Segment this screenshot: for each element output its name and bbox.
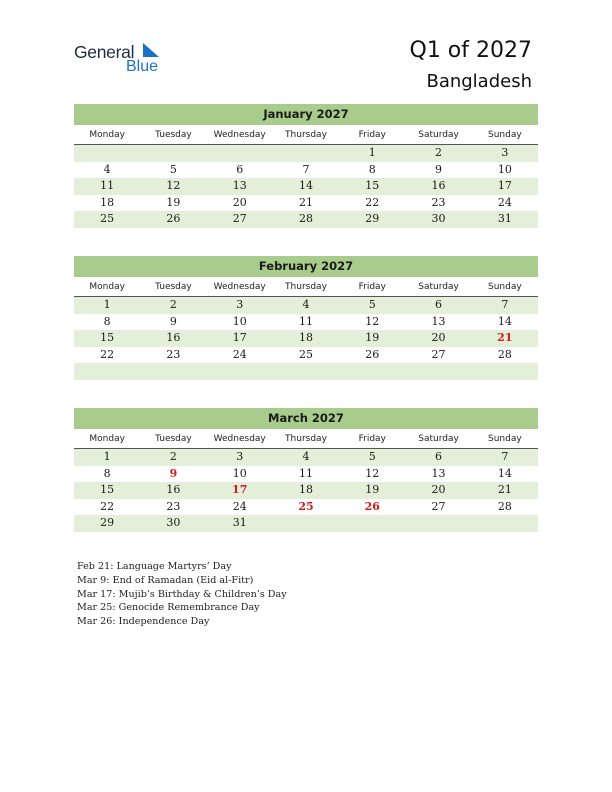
date-cell — [339, 515, 405, 532]
date-cell: 8 — [103, 466, 111, 480]
week-row — [74, 466, 538, 483]
weekday-label: Friday — [358, 130, 386, 140]
weekday-label: Wednesday — [213, 282, 266, 292]
date-cell: 18 — [100, 195, 115, 209]
date-cell: 26 — [365, 347, 380, 361]
date-cell: 24 — [232, 347, 247, 361]
weekday-label: Sunday — [487, 130, 522, 140]
date-cell: 31 — [497, 212, 512, 225]
holiday-note: Mar 25: Genocide Remembrance Day — [77, 602, 260, 614]
date-cell: 12 — [166, 179, 181, 192]
date-cell: 17 — [497, 179, 512, 192]
week-row — [74, 195, 538, 212]
week-row — [74, 499, 538, 516]
date-cell — [207, 363, 273, 380]
weekday-header-row — [74, 277, 538, 297]
weekday-label: Saturday — [418, 282, 459, 292]
date-cell: 5 — [368, 450, 376, 463]
date-cell: 28 — [497, 347, 512, 361]
date-cell: 20 — [232, 195, 247, 209]
week-row — [74, 330, 538, 347]
date-cell: 13 — [431, 314, 446, 328]
date-cell: 28 — [497, 499, 512, 513]
month-calendar-february — [74, 256, 538, 380]
date-cell: 10 — [497, 162, 512, 176]
date-cell: 30 — [431, 212, 446, 225]
week-row — [74, 449, 538, 466]
date-cell: 17 — [232, 331, 247, 344]
date-cell — [74, 145, 140, 162]
date-cell: 23 — [166, 499, 181, 513]
page-title: Q1 of 2027 — [409, 38, 532, 63]
date-cell — [273, 145, 339, 162]
date-cell: 19 — [166, 195, 181, 209]
date-cell — [405, 515, 471, 532]
date-cell: 13 — [431, 466, 446, 480]
date-cell: 24 — [232, 499, 247, 513]
date-cell: 12 — [365, 466, 380, 480]
logo-word-blue: Blue — [126, 58, 159, 75]
date-cell: 5 — [169, 162, 177, 176]
date-cell: 14 — [497, 314, 512, 328]
week-row — [74, 515, 538, 532]
date-cell: 2 — [435, 146, 443, 159]
date-cell: 16 — [431, 179, 446, 192]
date-cell — [405, 363, 471, 380]
date-cell: 8 — [368, 162, 376, 176]
date-cell: 4 — [302, 450, 310, 463]
weekday-label: Tuesday — [155, 282, 192, 292]
date-cell: 20 — [431, 331, 446, 344]
date-cell: 23 — [166, 347, 181, 361]
date-cell: 5 — [368, 298, 376, 311]
date-cell: 16 — [166, 331, 181, 344]
date-cell: 9 — [169, 314, 177, 328]
date-cell: 24 — [497, 195, 512, 209]
date-cell: 29 — [100, 516, 115, 529]
holiday-note: Feb 21: Language Martyrs’ Day — [77, 561, 232, 572]
date-cell — [207, 145, 273, 162]
date-cell: 6 — [236, 162, 244, 176]
date-cell: 18 — [298, 331, 313, 344]
date-cell: 11 — [100, 179, 115, 192]
date-cell: 27 — [431, 499, 446, 513]
week-row — [74, 162, 538, 179]
weekday-label: Sunday — [487, 434, 522, 444]
weekday-label: Thursday — [285, 282, 327, 292]
date-cell: 15 — [100, 483, 115, 496]
holiday-date-cell: 21 — [497, 331, 513, 344]
date-cell: 3 — [501, 146, 509, 159]
weekday-label: Tuesday — [155, 434, 192, 444]
weekday-label: Wednesday — [213, 130, 266, 140]
date-cell: 22 — [100, 347, 115, 361]
date-cell: 23 — [431, 195, 446, 209]
holiday-date-cell: 17 — [232, 483, 248, 496]
date-cell: 26 — [166, 212, 181, 225]
date-cell: 29 — [365, 212, 380, 225]
date-cell — [140, 363, 206, 380]
date-cell: 31 — [232, 516, 247, 529]
weekday-label: Thursday — [285, 434, 327, 444]
holiday-date-cell: 26 — [364, 499, 380, 513]
date-cell: 7 — [501, 450, 509, 463]
country-name: Bangladesh — [426, 71, 532, 92]
date-cell: 11 — [298, 314, 313, 328]
date-cell — [273, 363, 339, 380]
week-row — [74, 211, 538, 228]
date-cell: 15 — [100, 331, 115, 344]
week-row — [74, 145, 538, 162]
date-cell: 25 — [100, 212, 115, 225]
date-cell: 6 — [435, 450, 443, 463]
date-cell: 19 — [365, 331, 380, 344]
holiday-note: Mar 17: Mujib’s Birthday & Children’s Day — [77, 588, 287, 600]
date-cell: 7 — [501, 298, 509, 311]
weekday-label: Saturday — [418, 130, 459, 140]
date-cell: 2 — [169, 450, 177, 463]
weekday-label: Friday — [358, 434, 386, 444]
date-cell: 15 — [365, 179, 380, 192]
holiday-note: Mar 9: End of Ramadan (Eid al-Fitr) — [77, 574, 254, 586]
generalblue-logo — [74, 42, 184, 82]
date-cell: 20 — [431, 483, 446, 496]
date-cell: 14 — [497, 466, 512, 480]
date-cell: 3 — [236, 450, 244, 463]
month-title: February 2027 — [74, 256, 538, 277]
date-cell: 27 — [431, 347, 446, 361]
date-cell: 4 — [103, 162, 111, 176]
date-cell — [74, 363, 140, 380]
weekday-header-row — [74, 125, 538, 145]
weekday-label: Monday — [89, 282, 125, 292]
month-calendar-march — [74, 408, 538, 532]
date-cell: 25 — [298, 347, 313, 361]
date-cell: 9 — [435, 162, 443, 176]
holiday-notes — [77, 560, 287, 629]
date-cell: 30 — [166, 516, 181, 529]
date-cell: 4 — [302, 298, 310, 311]
date-cell: 28 — [298, 212, 313, 225]
date-cell: 21 — [497, 483, 512, 496]
date-cell: 7 — [302, 162, 310, 176]
date-cell: 6 — [435, 298, 443, 311]
weekday-label: Thursday — [285, 130, 327, 140]
week-row — [74, 297, 538, 314]
month-calendar-january — [74, 104, 538, 228]
week-row — [74, 482, 538, 499]
date-cell: 18 — [298, 483, 313, 496]
date-cell: 10 — [232, 466, 247, 480]
date-cell: 1 — [103, 298, 111, 311]
date-cell: 1 — [103, 450, 111, 463]
date-cell: 2 — [169, 298, 177, 311]
weekday-label: Sunday — [487, 282, 522, 292]
date-cell — [472, 363, 538, 380]
month-title: January 2027 — [74, 104, 538, 125]
date-cell: 16 — [166, 483, 181, 496]
date-cell: 27 — [232, 212, 247, 225]
date-cell — [273, 515, 339, 532]
weekday-label: Friday — [358, 282, 386, 292]
weekday-label: Tuesday — [155, 130, 192, 140]
weekday-label: Monday — [89, 434, 125, 444]
week-row — [74, 347, 538, 364]
date-cell: 14 — [298, 179, 313, 192]
holiday-date-cell: 25 — [298, 499, 314, 513]
logo-word-general: General — [74, 42, 135, 62]
date-cell: 13 — [232, 179, 247, 192]
date-cell: 3 — [236, 298, 244, 311]
weekday-label: Wednesday — [213, 434, 266, 444]
week-row — [74, 314, 538, 331]
weekday-label: Monday — [89, 130, 125, 140]
week-row — [74, 363, 538, 380]
month-title: March 2027 — [74, 408, 538, 429]
week-row — [74, 178, 538, 195]
date-cell — [472, 515, 538, 532]
date-cell: 8 — [103, 314, 111, 328]
holiday-date-cell: 9 — [169, 466, 178, 480]
date-cell: 22 — [100, 499, 115, 513]
weekday-label: Saturday — [418, 434, 459, 444]
date-cell: 22 — [365, 195, 380, 209]
date-cell: 21 — [298, 195, 313, 209]
date-cell — [339, 363, 405, 380]
weekday-header-row — [74, 429, 538, 449]
date-cell: 12 — [365, 314, 380, 328]
date-cell: 19 — [365, 483, 380, 496]
date-cell: 11 — [298, 466, 313, 480]
date-cell: 10 — [232, 314, 247, 328]
holiday-note: Mar 26: Independence Day — [77, 616, 210, 628]
date-cell — [140, 145, 206, 162]
date-cell: 1 — [368, 146, 376, 159]
